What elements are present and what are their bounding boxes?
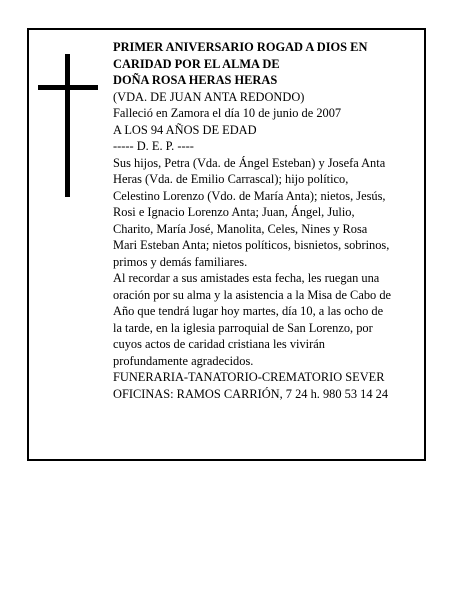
age-at-death: A LOS 94 AÑOS DE EDAD (113, 122, 257, 137)
funeral-home-offices: OFICINAS: RAMOS CARRIÓN, 7 24 h. 980 53 14 24 (113, 386, 389, 401)
deceased-name: DOÑA ROSA HERAS HERAS (113, 73, 278, 87)
obituary-notice-text (113, 39, 425, 402)
funeral-home: FUNERARIA-TANATORIO-CREMATORIO SEVER (113, 370, 385, 384)
mass-line: oración por su alma y la asistencia a la Misa de Cabo de (113, 287, 392, 302)
family-line: Heras (Vda. de Emilio Carrascal); hijo político, (113, 172, 349, 186)
family-line: Celestino Lorenzo (Vdo. de María Anta); nietos, Jesús, (113, 188, 386, 203)
family-line: primos y demás familiares. (113, 254, 248, 269)
cross-icon-crossbar (38, 85, 98, 90)
mass-line: Año que tendrá lugar hoy martes, día 10, a las ocho de (113, 304, 384, 318)
mass-line: profundamente agradecidos. (113, 353, 254, 368)
cross-icon (65, 54, 70, 197)
family-line: Charito, María José, Manolita, Celes, Nines y Rosa (113, 221, 368, 236)
widow-of: (VDA. DE JUAN ANTA REDONDO) (113, 89, 305, 104)
rest-in-peace: ----- D. E. P. ---- (113, 139, 194, 153)
family-line: Mari Esteban Anta; nietos políticos, bisnietos, sobrinos, (113, 238, 390, 252)
death-info: Falleció en Zamora el día 10 de junio de 2007 (113, 106, 342, 120)
mass-line: la tarde, en la iglesia parroquial de San Lorenzo, por (113, 320, 373, 335)
mass-line: cuyos actos de caridad cristiana les vivirán (113, 337, 325, 351)
mass-line: Al recordar a sus amistades esta fecha, les ruegan una (113, 271, 380, 285)
family-line: Rosi e Ignacio Lorenzo Anta; Juan, Ángel, Julio, (113, 205, 355, 219)
headline-line: PRIMER ANIVERSARIO ROGAD A DIOS EN (113, 40, 368, 54)
headline-line: CARIDAD POR EL ALMA DE (113, 56, 280, 71)
family-line: Sus hijos, Petra (Vda. de Ángel Esteban) y Josefa Anta (113, 155, 386, 170)
